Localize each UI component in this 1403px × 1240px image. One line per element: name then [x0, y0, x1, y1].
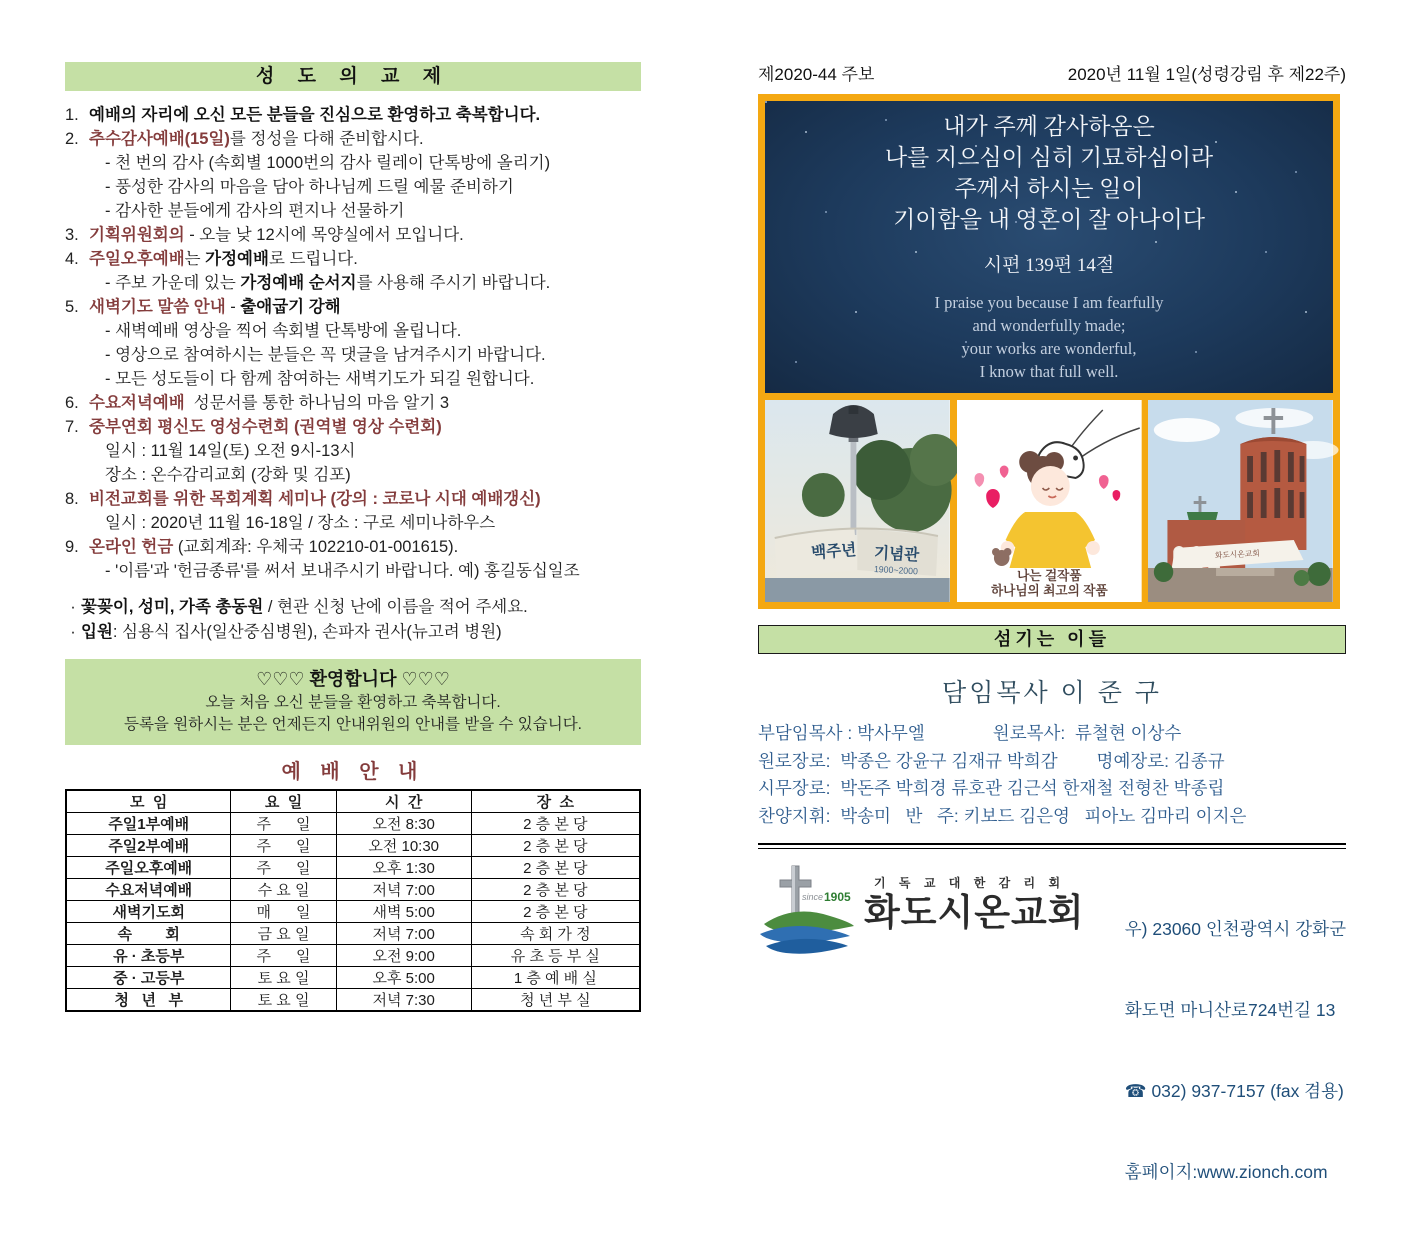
table-cell: 유 · 초등부: [66, 945, 231, 967]
table-cell: 수 요 일: [231, 879, 336, 901]
table-header-cell: 요 일: [231, 790, 336, 813]
verse-korean-line: 주께서 하시는 일이: [954, 176, 1144, 201]
issue-number: 제2020-44 주보: [758, 65, 875, 84]
text-segment: 로 드립니다.: [268, 250, 358, 268]
table-row: [66, 901, 640, 923]
book-left-engraving: 백주년: [810, 541, 857, 563]
section-title-serving: 섬기는 이들: [758, 625, 1346, 654]
cover-image-frame: [758, 94, 1340, 609]
text-segment: (교회계좌: 우체국 102210-01-001615).: [173, 538, 459, 556]
bullet-icon: ·: [70, 623, 76, 641]
worship-guide-title: 예 배 안 내: [281, 761, 425, 783]
table-cell: 오전 10:30: [336, 835, 471, 857]
table-row: [66, 989, 640, 1012]
table-cell: 1 층 예 배 실: [471, 967, 640, 989]
text-segment: 가정예배 순서지: [240, 274, 357, 292]
announcement-line: [65, 247, 641, 271]
table-cell: 수요저녁예배: [66, 879, 231, 901]
table-cell: 오전 9:00: [336, 945, 471, 967]
text-segment: 비전교회를 위한 목회계획 세미나 (강의 : 코로나 시대 예배갱신): [89, 490, 541, 508]
book-right-engraving: 기념관: [873, 544, 920, 565]
announcement-line: [65, 415, 641, 439]
staff-line: 시무장로: 박돈주 박희경 류호관 김근석 한재철 전형찬 박종립: [758, 778, 1225, 798]
announcement-subline: [65, 463, 641, 487]
table-row: [66, 857, 640, 879]
table-row: [66, 967, 640, 989]
welcome-line: 오늘 처음 오신 분들을 환영하고 축복합니다.: [205, 694, 501, 711]
staff-line: 부담임목사 : 박사무엘 원로목사: 류철현 이상수: [758, 723, 1182, 743]
text-segment: 성문서를 통한 하나님의 마음 알기 3: [184, 394, 450, 412]
worship-table: [65, 789, 641, 1012]
item-number: 1.: [65, 106, 79, 124]
table-cell: 2 층 본 당: [471, 879, 640, 901]
text-segment: - 모든 성도들이 다 함께 참여하는 새벽기도가 되길 원합니다.: [105, 370, 535, 388]
table-cell: 청 년 부: [66, 989, 231, 1012]
since-label: since: [802, 892, 824, 902]
table-cell: 금 요 일: [231, 923, 336, 945]
table-cell: 저녁 7:00: [336, 879, 471, 901]
announcement-list: [65, 103, 641, 583]
verse-english-line: your works are wonderful,: [961, 339, 1137, 358]
text-segment: - 풍성한 감사의 마음을 담아 하나님께 드릴 예물 준비하기: [105, 178, 514, 196]
illustration-caption-line2: 하나님의 최고의 작품: [990, 582, 1108, 599]
announcement-subline: [65, 319, 641, 343]
text-segment: 는: [184, 250, 206, 268]
item-text: [89, 415, 442, 439]
table-cell: 주일1부예배: [66, 813, 231, 835]
item-number: 5.: [65, 298, 79, 316]
verse-english-line: I praise you because I am fearfully: [934, 293, 1164, 312]
verse-image: [765, 101, 1333, 393]
church-building-illustration: [1148, 400, 1333, 602]
photo-strip: [765, 400, 1333, 602]
table-cell: 2 층 본 당: [471, 813, 640, 835]
illustration-caption-line1: 나는 걸작품: [1016, 567, 1082, 584]
text-segment: 예배의 자리에 오신 모든 분들을 진심으로 환영하고 축복합니다.: [89, 106, 541, 124]
table-cell: 주 일: [231, 857, 336, 879]
item-text: [89, 535, 458, 559]
table-cell: 매 일: [231, 901, 336, 923]
table-cell: 새벽 5:00: [336, 901, 471, 923]
table-cell: 오전 8:30: [336, 813, 471, 835]
text-segment: - '이름'과 '헌금종류'를 써서 보내주시기 바랍니다. 예) 홍길동십일조: [105, 562, 580, 580]
table-cell: 속 회 가 정: [471, 923, 640, 945]
table-cell: 청 년 부 실: [471, 989, 640, 1012]
verse-korean-line: 내가 주께 감사하옴은: [943, 114, 1155, 139]
announcement-line: [65, 127, 641, 151]
contact-phone: 032) 937-7157 (fax 겸용): [1146, 1081, 1344, 1101]
text-segment: 추수감사예배(15일): [89, 130, 230, 148]
church-logo-mark: [758, 862, 862, 958]
table-row: [66, 923, 640, 945]
table-cell: 주일오후예배: [66, 857, 231, 879]
table-cell: 토 요 일: [231, 967, 336, 989]
item-number: 9.: [65, 538, 79, 556]
welcome-line: 등록을 원하시는 분은 언제든지 안내위원의 안내를 받을 수 있습니다.: [123, 716, 582, 733]
church-footer: [758, 862, 1346, 1240]
text-segment: / 현관 신청 난에 이름을 적어 주세요.: [263, 598, 528, 616]
note-line: [65, 620, 641, 645]
text-segment: 새벽기도 말씀 안내: [89, 298, 226, 316]
girl-illustration: [957, 400, 1142, 602]
table-cell: 주 일: [231, 813, 336, 835]
table-cell: 오후 1:30: [336, 857, 471, 879]
item-text: [89, 103, 540, 127]
text-segment: - 감사한 분들에게 감사의 편지나 선물하기: [105, 202, 405, 220]
note-text: [81, 620, 502, 645]
denomination-label: 기 독 교 대 한 감 리 회: [874, 876, 1066, 890]
text-segment: 를 정성을 다해 준비합시다.: [229, 130, 424, 148]
table-cell: 새벽기도회: [66, 901, 231, 923]
verse-reference: 시편 139편 14절: [983, 255, 1115, 276]
announcement-subline: [65, 175, 641, 199]
announcement-subline: [65, 367, 641, 391]
item-text: [89, 391, 449, 415]
text-segment: 가정예배: [205, 250, 269, 268]
photo-bell-monument: [765, 400, 950, 602]
item-text: [89, 487, 541, 511]
item-number: 2.: [65, 130, 79, 148]
table-row: [66, 945, 640, 967]
note-text: [81, 595, 528, 620]
text-segment: 입원: [81, 623, 113, 641]
double-rule-divider: [758, 843, 1346, 849]
text-segment: - 오늘 낮 12시에 목양실에서 모입니다.: [184, 226, 464, 244]
announcement-subline: [65, 343, 641, 367]
starfield-decoration: [765, 101, 767, 103]
table-header-cell: 시 간: [336, 790, 471, 813]
contact-phone-line: [1125, 1078, 1346, 1105]
table-cell: 주 일: [231, 835, 336, 857]
table-cell: 2 층 본 당: [471, 835, 640, 857]
table-row: [66, 813, 640, 835]
verse-korean-line: 나를 지으심이 심히 기묘하심이라: [884, 145, 1214, 170]
table-cell: 2 층 본 당: [471, 857, 640, 879]
text-segment: - 영상으로 참여하시는 분들은 꼭 댓글을 남겨주시기 바랍니다.: [105, 346, 546, 364]
canopy-sign-text: 화도시온교회: [1214, 548, 1261, 561]
senior-pastor-line: 담임목사 이 준 구: [942, 679, 1162, 707]
table-cell: 토 요 일: [231, 989, 336, 1012]
right-column: [758, 60, 1346, 1240]
verse-english-line: and wonderfully made;: [972, 316, 1126, 335]
issue-date: 2020년 11월 1일(성령강림 후 제22주): [1067, 65, 1346, 84]
text-segment: 를 사용해 주시기 바랍니다.: [356, 274, 551, 292]
left-column: [65, 62, 641, 1012]
text-segment: - 천 번의 감사 (속회별 1000번의 감사 릴레이 단톡방에 올리기): [105, 154, 551, 172]
item-text: [89, 223, 464, 247]
text-segment: 기획위원회의: [89, 226, 185, 244]
text-segment: 온라인 헌금: [89, 538, 174, 556]
bell-monument-illustration: [765, 400, 950, 602]
announcement-subline: [65, 511, 641, 535]
table-cell: 주 일: [231, 945, 336, 967]
announcement-subline: [65, 271, 641, 295]
book-years-engraving: 1900~2000: [873, 563, 919, 577]
notes-list: [65, 595, 641, 645]
church-contact: [1125, 862, 1346, 1240]
text-segment: 일시 : 2020년 11월 16-18일 / 장소 : 구로 세미나하우스: [105, 514, 496, 532]
church-name: 화도시온교회: [864, 892, 1085, 933]
item-number: 8.: [65, 490, 79, 508]
announcement-line: [65, 535, 641, 559]
text-segment: 주일오후예배: [89, 250, 185, 268]
table-cell: 저녁 7:00: [336, 923, 471, 945]
table-cell: 중 · 고등부: [66, 967, 231, 989]
church-logo: [758, 862, 1084, 1240]
staff-list: [758, 720, 1346, 830]
announcement-subline: [65, 151, 641, 175]
masthead: [758, 60, 1346, 85]
table-row: [66, 835, 640, 857]
section-title-fellowship: 성 도 의 교 제: [65, 62, 641, 91]
contact-homepage: 홈페이지:www.zionch.com: [1124, 1162, 1328, 1182]
table-cell: 유 초 등 부 실: [471, 945, 640, 967]
table-cell: 속 회: [66, 923, 231, 945]
table-row: [66, 879, 640, 901]
announcement-line: [65, 487, 641, 511]
item-number: 4.: [65, 250, 79, 268]
verse-korean-line: 기이함을 내 영혼이 잘 아나이다: [893, 207, 1205, 232]
item-text: [89, 247, 358, 271]
announcement-line: [65, 391, 641, 415]
table-cell: 주일2부예배: [66, 835, 231, 857]
table-cell: 오후 5:00: [336, 967, 471, 989]
item-number: 3.: [65, 226, 79, 244]
text-segment: 수요저녁예배: [89, 394, 185, 412]
item-number: 7.: [65, 418, 79, 436]
announcement-subline: [65, 559, 641, 583]
welcome-title: ♡♡♡ 환영합니다 ♡♡♡: [256, 669, 450, 689]
announcement-line: [65, 223, 641, 247]
text-segment: 일시 : 11월 14일(토) 오전 9시-13시: [105, 442, 356, 460]
text-segment: -: [225, 298, 241, 316]
verse-english: [765, 291, 1333, 383]
announcement-line: [65, 103, 641, 127]
staff-line: 원로장로: 박종은 강윤구 김재규 박희감 명예장로: 김종규: [758, 750, 1225, 771]
text-segment: 출애굽기 강해: [240, 298, 341, 316]
staff-line: 찬양지휘: 박송미 반 주: 키보드 김은영 피아노 김마리 이지은: [758, 805, 1247, 826]
table-cell: 2 층 본 당: [471, 901, 640, 923]
contact-postal: 우) 23060 인천광역시 강화군: [1124, 919, 1346, 939]
contact-address: 화도면 마니산로724번길 13: [1124, 1000, 1336, 1020]
text-segment: 장소 : 온수감리교회 (강화 및 김포): [105, 466, 351, 484]
table-header-cell: 장 소: [471, 790, 640, 813]
table-header-cell: 모 임: [66, 790, 231, 813]
table-header-row: [66, 790, 640, 813]
text-segment: : 심용식 집사(일산중심병원), 손파자 권사(뉴고려 병원): [112, 623, 502, 641]
announcement-subline: [65, 439, 641, 463]
phone-icon: ☎: [1124, 1081, 1147, 1101]
verse-english-line: I know that full well.: [979, 362, 1119, 381]
item-number: 6.: [65, 394, 79, 412]
announcement-line: [65, 295, 641, 319]
text-segment: 꽃꽂이, 성미, 가족 총동원: [81, 598, 264, 616]
announcement-subline: [65, 199, 641, 223]
since-year: 1905: [824, 890, 851, 904]
photo-masterpiece-illustration: [957, 400, 1142, 602]
bullet-icon: ·: [70, 598, 76, 616]
photo-church-building: [1148, 400, 1333, 602]
item-text: [89, 127, 424, 151]
welcome-box: [65, 659, 641, 745]
text-segment: - 주보 가운데 있는: [105, 274, 241, 292]
text-segment: 중부연회 평신도 영성수련회 (권역별 영상 수련회): [89, 418, 442, 436]
text-segment: - 새벽예배 영상을 찍어 속회별 단톡방에 올립니다.: [105, 322, 462, 340]
church-logo-text: [864, 862, 1084, 935]
note-line: [65, 595, 641, 620]
item-text: [89, 295, 341, 319]
table-cell: 저녁 7:30: [336, 989, 471, 1012]
verse-korean: [765, 111, 1333, 235]
